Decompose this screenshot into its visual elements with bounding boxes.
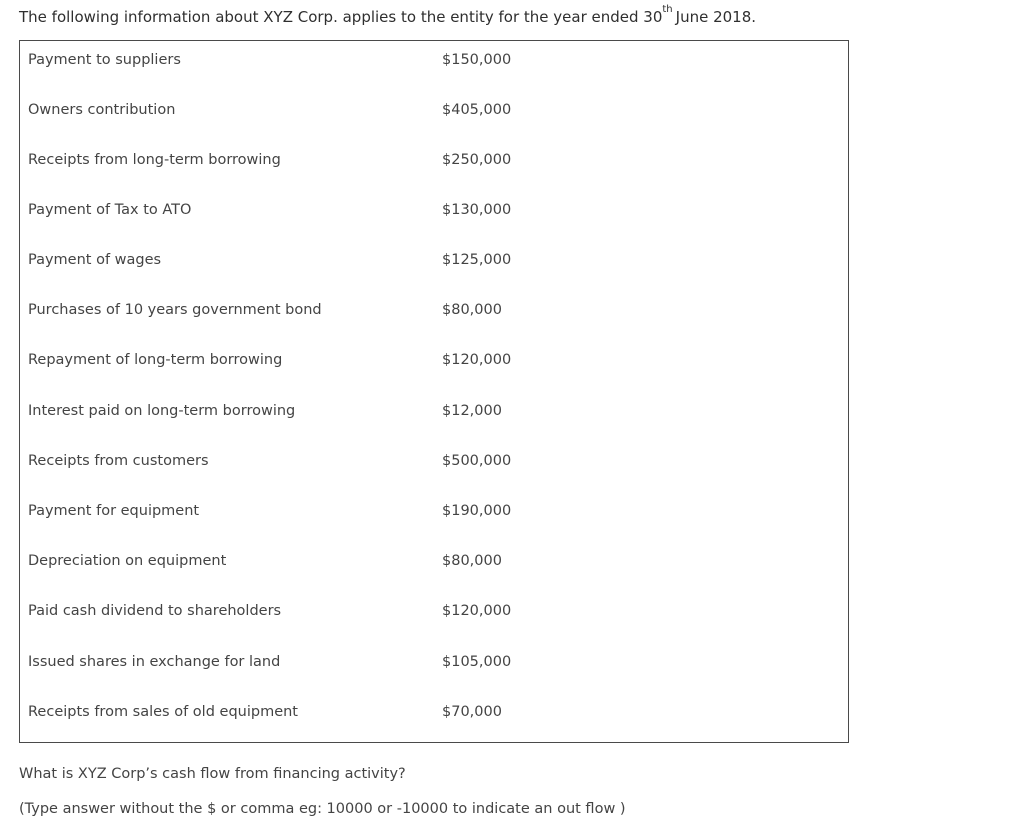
row-value: $500,000 bbox=[442, 453, 512, 469]
row-value: $80,000 bbox=[442, 302, 502, 318]
heading-text-end: June 2018. bbox=[675, 8, 757, 26]
row-value: $130,000 bbox=[442, 202, 512, 218]
data-table bbox=[19, 40, 849, 743]
heading-text: The following information about XYZ Corp. applies to the entity for the year ended 30 bbox=[19, 8, 663, 26]
row-label: Receipts from customers bbox=[28, 453, 209, 469]
table-row bbox=[20, 603, 848, 627]
row-value: $120,000 bbox=[442, 352, 512, 368]
row-label: Interest paid on long-term borrowing bbox=[28, 403, 296, 419]
question-text: What is XYZ Corp’s cash flow from financing activity? bbox=[19, 766, 406, 782]
row-value: $80,000 bbox=[442, 553, 502, 569]
table-row bbox=[20, 102, 848, 126]
row-label: Purchases of 10 years government bond bbox=[28, 302, 322, 318]
row-value: $190,000 bbox=[442, 503, 512, 519]
table-row bbox=[20, 202, 848, 226]
row-label: Receipts from long-term borrowing bbox=[28, 152, 281, 168]
table-row bbox=[20, 654, 848, 678]
row-label: Depreciation on equipment bbox=[28, 553, 227, 569]
table-row bbox=[20, 302, 848, 326]
row-value: $120,000 bbox=[442, 603, 512, 619]
table-row bbox=[20, 503, 848, 527]
row-value: $150,000 bbox=[442, 52, 512, 68]
page-heading bbox=[19, 4, 757, 26]
row-label: Owners contribution bbox=[28, 102, 176, 118]
table-row bbox=[20, 553, 848, 577]
row-label: Payment of Tax to ATO bbox=[28, 202, 192, 218]
table-row bbox=[20, 403, 848, 427]
heading-superscript: th bbox=[662, 4, 673, 15]
row-label: Payment for equipment bbox=[28, 503, 200, 519]
table-row bbox=[20, 453, 848, 477]
instruction-text: (Type answer without the $ or comma eg: 10000 or -10000 to indicate an out flow ) bbox=[19, 801, 626, 817]
row-value: $405,000 bbox=[442, 102, 512, 118]
row-label: Payment of wages bbox=[28, 252, 162, 268]
row-label: Repayment of long-term borrowing bbox=[28, 352, 283, 368]
row-value: $105,000 bbox=[442, 654, 512, 670]
table-row bbox=[20, 352, 848, 376]
row-label: Paid cash dividend to shareholders bbox=[28, 603, 282, 619]
table-row bbox=[20, 704, 848, 728]
row-label: Issued shares in exchange for land bbox=[28, 654, 281, 670]
table-row bbox=[20, 152, 848, 176]
row-label: Receipts from sales of old equipment bbox=[28, 704, 298, 720]
row-value: $12,000 bbox=[442, 403, 502, 419]
row-value: $70,000 bbox=[442, 704, 502, 720]
row-value: $125,000 bbox=[442, 252, 512, 268]
table-row bbox=[20, 52, 848, 76]
row-value: $250,000 bbox=[442, 152, 512, 168]
table-row bbox=[20, 252, 848, 276]
row-label: Payment to suppliers bbox=[28, 52, 181, 68]
